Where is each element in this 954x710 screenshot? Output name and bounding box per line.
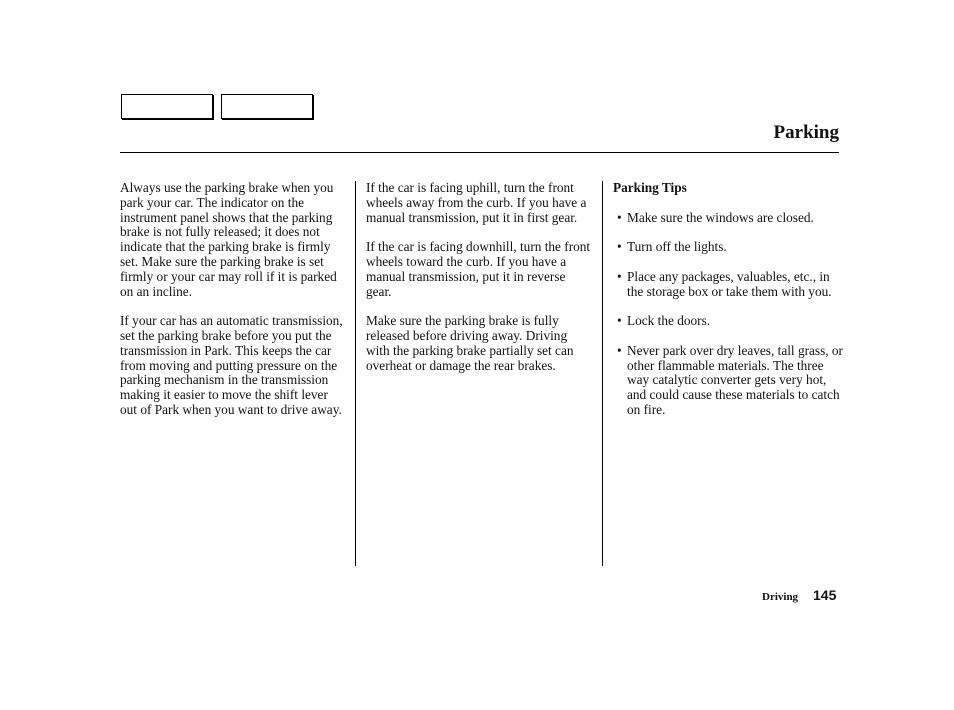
list-item <box>613 240 843 255</box>
paragraph: If the car is facing downhill, turn the front wheels toward the curb. If you have a manual transmission, put it in reverse gear. <box>366 239 591 299</box>
tip-text: Make sure the windows are closed. <box>627 209 814 225</box>
footer-section-label: Driving <box>762 591 799 603</box>
tip-text: Lock the doors. <box>627 313 711 329</box>
list-item <box>613 344 843 418</box>
page-title: Parking <box>773 122 839 143</box>
tips-list <box>613 211 843 418</box>
nav-button-next[interactable] <box>221 94 313 119</box>
bullet-icon: • <box>617 239 622 255</box>
bullet-icon: • <box>617 313 622 329</box>
nav-button-previous[interactable] <box>121 94 213 119</box>
column-3 <box>613 181 843 433</box>
tip-text: Never park over dry leaves, tall grass, or other flammable materials. The three way catalytic converter gets very hot, and could cause these materials to catch on fire. <box>627 342 843 417</box>
tip-text: Place any packages, valuables, etc., in the storage box or take them with you. <box>627 268 832 299</box>
tip-text: Turn off the lights. <box>627 239 727 255</box>
page-number: 145 <box>813 587 837 603</box>
paragraph: Always use the parking brake when you park your car. The indicator on the instrument panel shows that the parking brake is not fully released; it does not indicate that the parking brake is firmly set. Make sure the parking brake is set firmly or your car may roll if it is parked on an incline. <box>120 180 337 299</box>
tips-heading: Parking Tips <box>613 180 687 195</box>
column-divider <box>602 181 603 566</box>
column-1 <box>120 180 349 433</box>
column-2 <box>366 181 592 388</box>
list-item <box>613 211 843 226</box>
paragraph: Make sure the parking brake is fully released before driving away. Driving with the parking brake partially set can overheat or damage the rear brakes. <box>366 313 574 373</box>
list-item <box>613 314 843 329</box>
bullet-icon: • <box>617 342 622 358</box>
paragraph: If your car has an automatic transmission, set the parking brake before you put the transmission in Park. This keeps the car from moving and putting pressure on the parking mechanism in the transmission making it easier to move the shift lever out of Park when you want to drive away. <box>120 313 349 417</box>
bullet-icon: • <box>617 268 622 284</box>
paragraph: If the car is facing uphill, turn the front wheels away from the curb. If you have a manual transmission, put it in first gear. <box>366 180 587 225</box>
bullet-icon: • <box>617 209 622 225</box>
title-rule <box>120 152 839 153</box>
column-divider <box>355 181 356 566</box>
list-item <box>613 270 843 300</box>
